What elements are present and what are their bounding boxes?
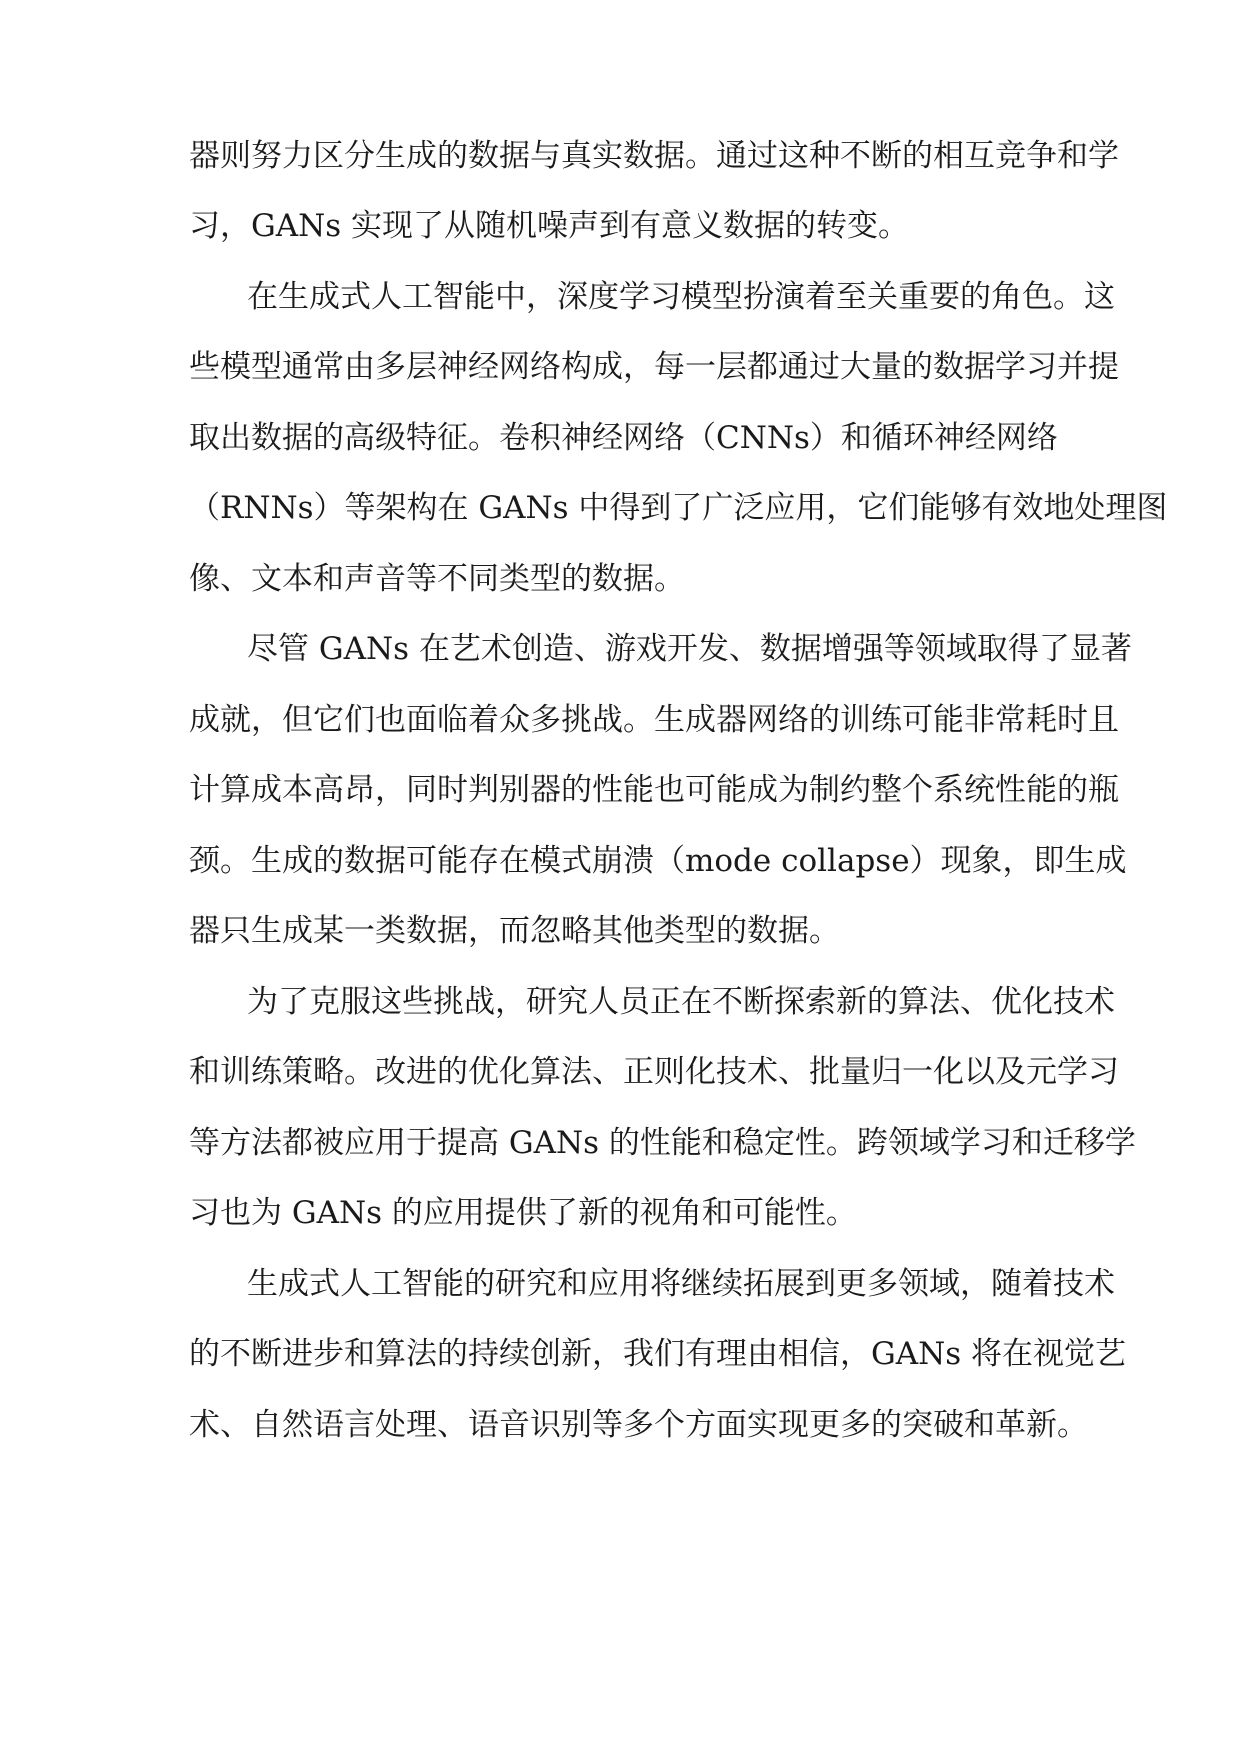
text-line: 取出数据的高级特征。卷积神经网络（CNNs）和循环神经网络	[189, 420, 1058, 456]
text-line: （RNNs）等架构在 GANs 中得到了广泛应用，它们能够有效地处理图	[189, 490, 1168, 526]
text-line: 成就，但它们也面临着众多挑战。生成器网络的训练可能非常耗时且	[189, 702, 1119, 738]
paragraph-start-line: 在生成式人工智能中，深度学习模型扮演着至关重要的角色。这	[247, 279, 1115, 315]
text-line: 术、自然语言处理、语音识别等多个方面实现更多的突破和革新。	[189, 1407, 1088, 1443]
text-line: 习也为 GANs 的应用提供了新的视角和可能性。	[189, 1195, 857, 1231]
paragraph-start-line: 尽管 GANs 在艺术创造、游戏开发、数据增强等领域取得了显著	[247, 631, 1132, 667]
text-line: 等方法都被应用于提高 GANs 的性能和稳定性。跨领域学习和迁移学	[189, 1125, 1136, 1161]
text-line: 些模型通常由多层神经网络构成，每一层都通过大量的数据学习并提	[189, 349, 1119, 385]
paragraph-start-line: 为了克服这些挑战，研究人员正在不断探索新的算法、优化技术	[247, 984, 1115, 1020]
text-line: 计算成本高昂，同时判别器的性能也可能成为制约整个系统性能的瓶	[189, 772, 1119, 808]
text-line: 颈。生成的数据可能存在模式崩溃（mode collapse）现象，即生成	[189, 843, 1127, 879]
text-line: 器只生成某一类数据，而忽略其他类型的数据。	[189, 913, 840, 949]
text-line: 和训练策略。改进的优化算法、正则化技术、批量归一化以及元学习	[189, 1054, 1119, 1090]
text-line: 像、文本和声音等不同类型的数据。	[189, 561, 685, 597]
text-line: 习，GANs 实现了从随机噪声到有意义数据的转变。	[189, 208, 910, 244]
text-line: 器则努力区分生成的数据与真实数据。通过这种不断的相互竞争和学	[189, 138, 1119, 174]
text-line: 的不断进步和算法的持续创新，我们有理由相信，GANs 将在视觉艺	[189, 1336, 1127, 1372]
paragraph-start-line: 生成式人工智能的研究和应用将继续拓展到更多领域，随着技术	[247, 1266, 1115, 1302]
